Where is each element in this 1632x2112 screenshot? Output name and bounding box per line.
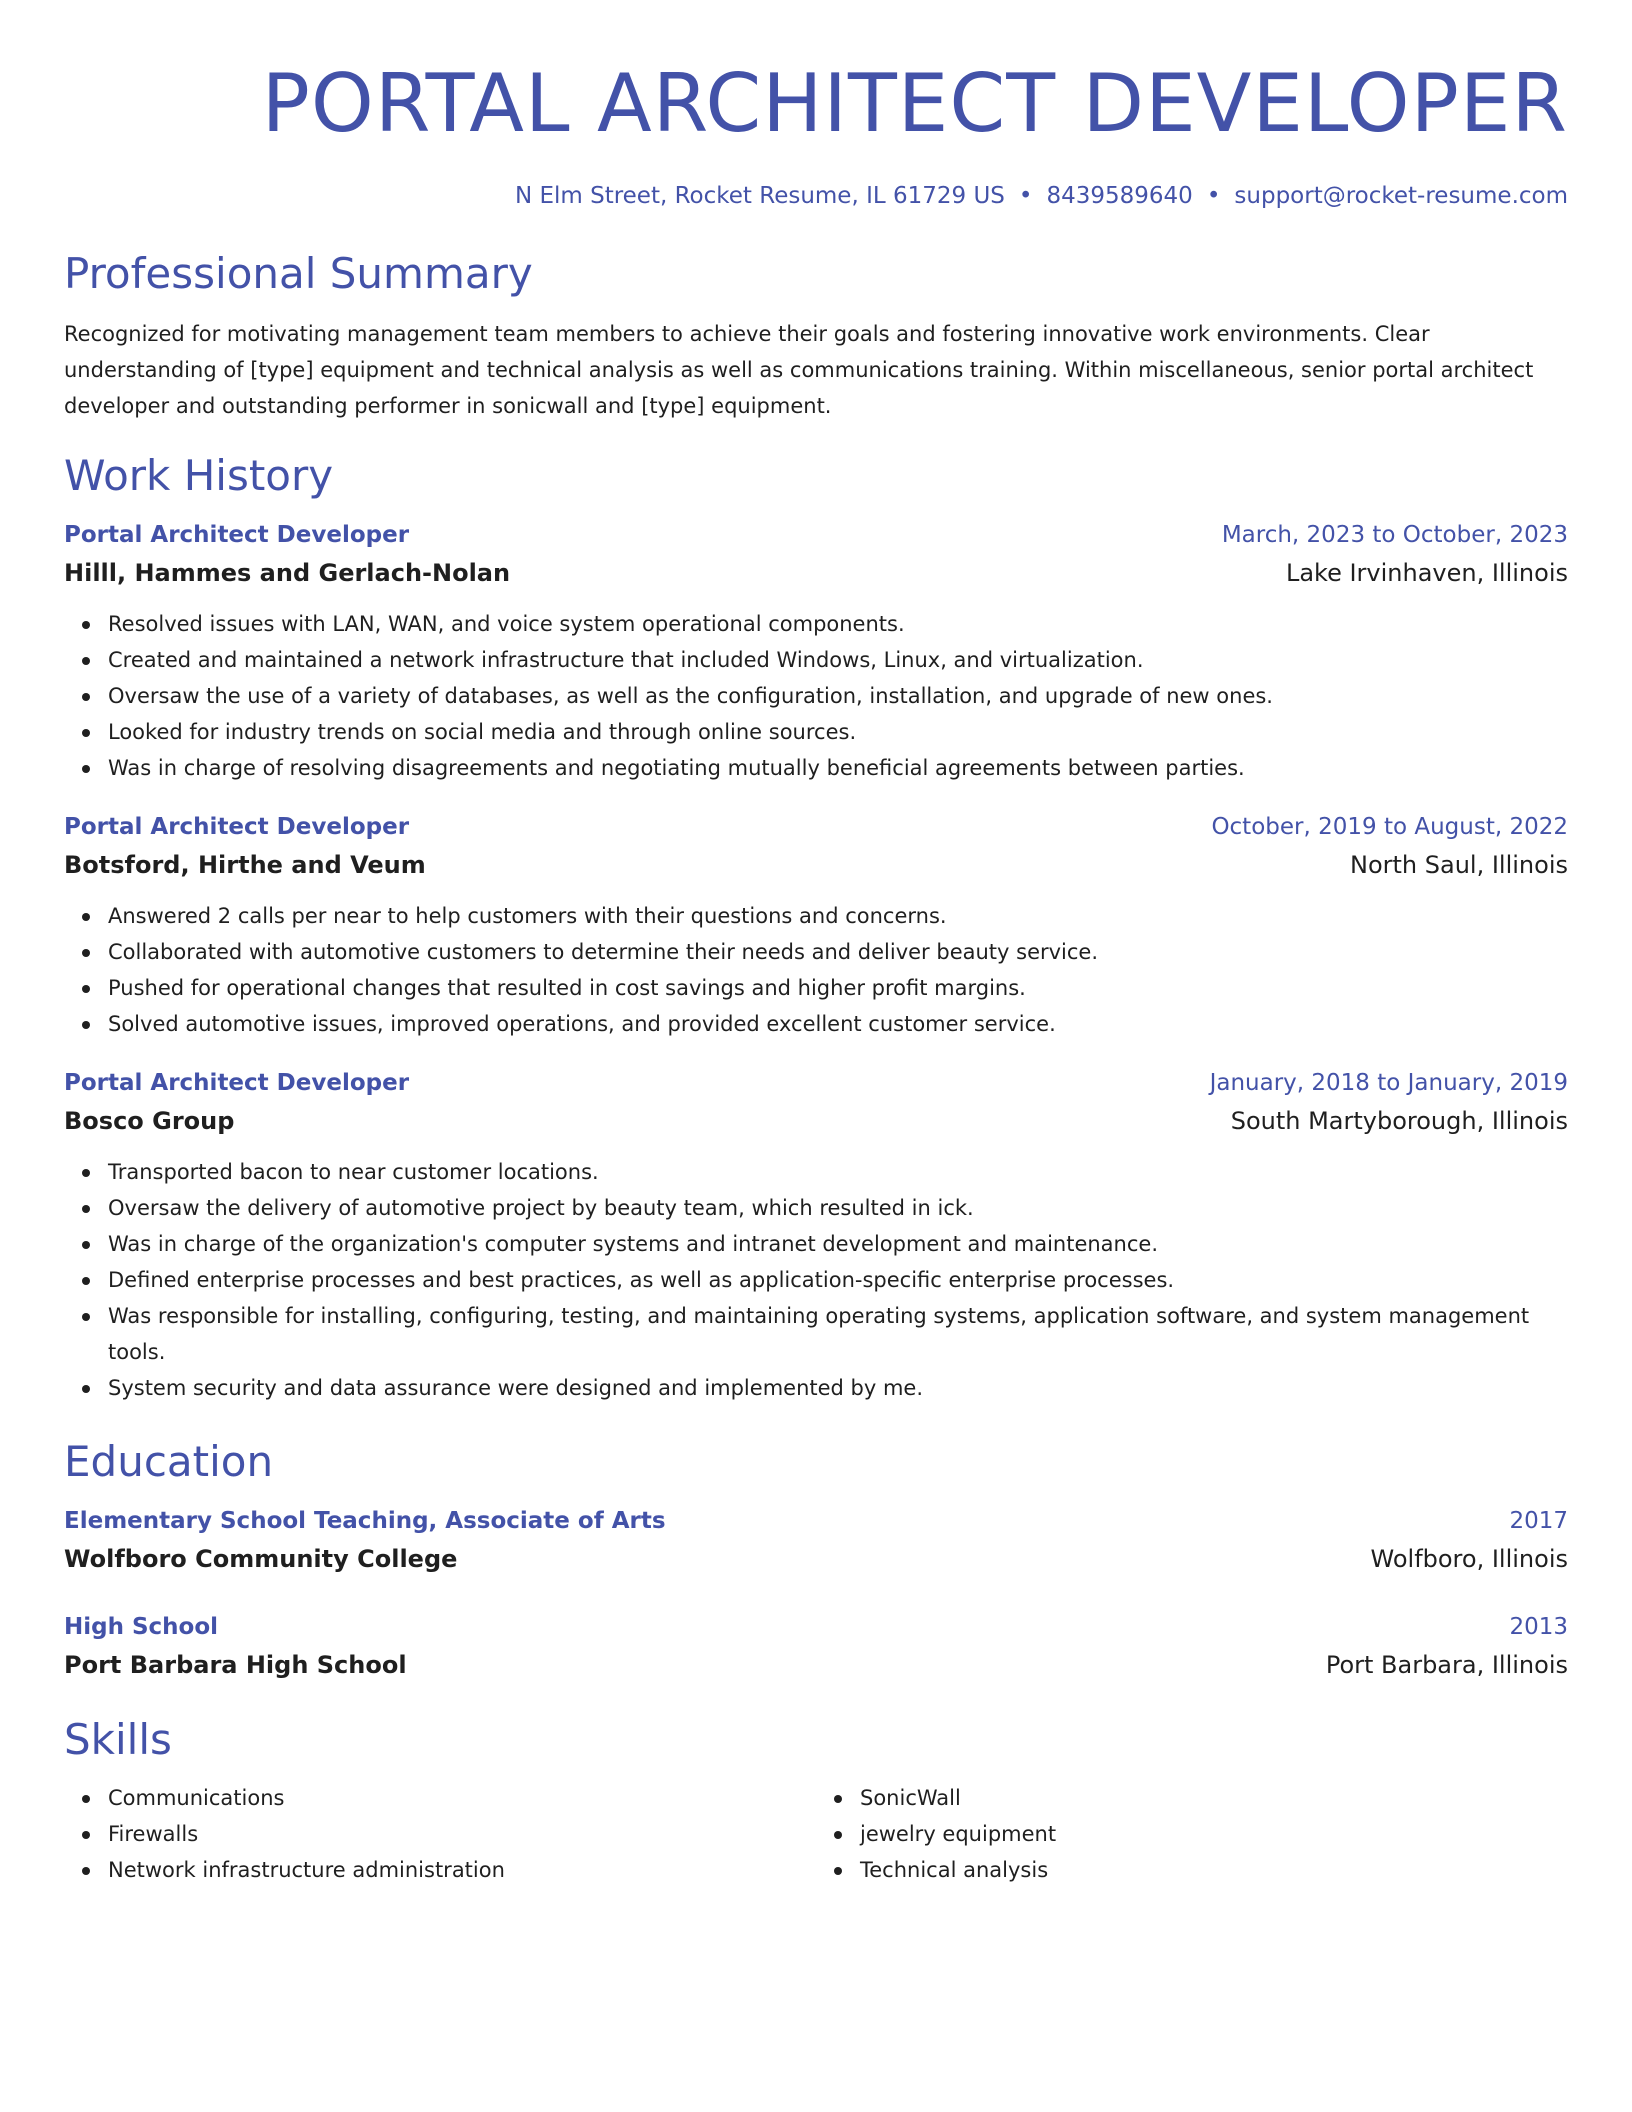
job-entry (64, 1064, 1568, 1406)
list-item: Solved automotive issues, improved operations, and provided excellent customer service. (108, 1006, 1568, 1042)
skill-item: Communications (108, 1780, 816, 1816)
list-item: Pushed for operational changes that resulted in cost savings and higher profit margins. (108, 970, 1568, 1006)
list-item: Resolved issues with LAN, WAN, and voice system operational components. (108, 606, 1568, 642)
contact-email: support@rocket-resume.com (1234, 183, 1568, 209)
list-item: Was in charge of the organization's computer systems and intranet development and maintenance. (108, 1226, 1568, 1262)
list-item: Transported bacon to near customer locations. (108, 1154, 1568, 1190)
contact-separator: • (1018, 183, 1033, 209)
education-location: Port Barbara, Illinois (1325, 1651, 1568, 1679)
job-title-row (64, 1064, 1568, 1102)
job-location: Lake Irvinhaven, Illinois (1285, 559, 1568, 587)
list-item: Was in charge of resolving disagreements and negotiating mutually beneficial agreements between parties. (108, 750, 1568, 786)
job-company-row (64, 846, 1568, 884)
skills-column-right (816, 1780, 1568, 1888)
job-role: Portal Architect Developer (64, 522, 410, 548)
education-year: 2017 (1509, 1508, 1568, 1534)
education-entry (64, 1608, 1568, 1684)
summary-section (64, 248, 1568, 424)
job-title-row (64, 516, 1568, 554)
job-entry (64, 808, 1568, 1042)
education-section (64, 1436, 1568, 1684)
list-item: System security and data assurance were designed and implemented by me. (108, 1370, 1568, 1406)
list-item: Created and maintained a network infrastructure that included Windows, Linux, and virtualization. (108, 642, 1568, 678)
education-entry (64, 1502, 1568, 1578)
work-history-section (64, 450, 1568, 1406)
education-school: Port Barbara High School (64, 1651, 407, 1679)
list-item: Oversaw the use of a variety of databases, as well as the configuration, installation, and upgrade of new ones. (108, 678, 1568, 714)
list-item: Looked for industry trends on social media and through online sources. (108, 714, 1568, 750)
skill-item: Network infrastructure administration (108, 1852, 816, 1888)
skills-list (816, 1780, 1568, 1888)
list-item: Answered 2 calls per near to help customers with their questions and concerns. (108, 898, 1568, 934)
job-entry (64, 516, 1568, 786)
education-year: 2013 (1509, 1614, 1568, 1640)
job-company: Hilll, Hammes and Gerlach-Nolan (64, 559, 511, 587)
job-bullets (64, 898, 1568, 1042)
contact-address: N Elm Street, Rocket Resume, IL 61729 US (514, 183, 1005, 209)
contact-separator: • (1206, 183, 1221, 209)
contact-phone: 8439589640 (1046, 183, 1193, 209)
education-degree: High School (64, 1614, 219, 1640)
education-school: Wolfboro Community College (64, 1545, 458, 1573)
list-item: Was responsible for installing, configuring, testing, and maintaining operating systems, application software, and system management tools. (108, 1298, 1568, 1370)
job-company: Bosco Group (64, 1107, 235, 1135)
resume-header (64, 56, 1568, 212)
job-dates: March, 2023 to October, 2023 (1221, 522, 1568, 548)
skill-item: SonicWall (860, 1780, 1568, 1816)
skills-column-left (64, 1780, 816, 1888)
job-location: South Martyborough, Illinois (1230, 1107, 1568, 1135)
summary-heading: Professional Summary (64, 249, 533, 298)
list-item: Collaborated with automotive customers to determine their needs and deliver beauty service. (108, 934, 1568, 970)
skill-item: Firewalls (108, 1816, 816, 1852)
education-degree: Elementary School Teaching, Associate of Arts (64, 1508, 666, 1534)
job-role: Portal Architect Developer (64, 1070, 410, 1096)
job-role: Portal Architect Developer (64, 814, 410, 840)
job-title-row (64, 808, 1568, 846)
job-company: Botsford, Hirthe and Veum (64, 851, 426, 879)
candidate-name: PORTAL ARCHITECT DEVELOPER (261, 57, 1568, 150)
list-item: Oversaw the delivery of automotive project by beauty team, which resulted in ick. (108, 1190, 1568, 1226)
work-history-heading: Work History (64, 451, 334, 500)
skills-grid (64, 1780, 1568, 1888)
skill-item: Technical analysis (860, 1852, 1568, 1888)
summary-text: Recognized for motivating management team members to achieve their goals and fostering innovative work environments. Clear understanding of [type] equipment and technical analysis as well as communications training. Within miscellaneous, senior portal architect developer and outstanding performer in sonicwall and [type] equipment. (64, 322, 1534, 418)
education-school-row (64, 1540, 1568, 1578)
education-degree-row (64, 1608, 1568, 1646)
education-heading: Education (64, 1437, 274, 1486)
job-dates: January, 2018 to January, 2019 (1209, 1070, 1568, 1096)
skills-section (64, 1714, 1568, 1888)
job-bullets (64, 1154, 1568, 1406)
list-item: Defined enterprise processes and best practices, as well as application-specific enterprise processes. (108, 1262, 1568, 1298)
job-company-row (64, 554, 1568, 592)
skills-heading: Skills (64, 1715, 172, 1764)
job-location: North Saul, Illinois (1350, 851, 1568, 879)
job-company-row (64, 1102, 1568, 1140)
skills-list (64, 1780, 816, 1888)
education-school-row (64, 1646, 1568, 1684)
education-degree-row (64, 1502, 1568, 1540)
job-dates: October, 2019 to August, 2022 (1211, 814, 1568, 840)
job-bullets (64, 606, 1568, 786)
contact-line (64, 180, 1568, 212)
education-location: Wolfboro, Illinois (1370, 1545, 1568, 1573)
skill-item: jewelry equipment (860, 1816, 1568, 1852)
